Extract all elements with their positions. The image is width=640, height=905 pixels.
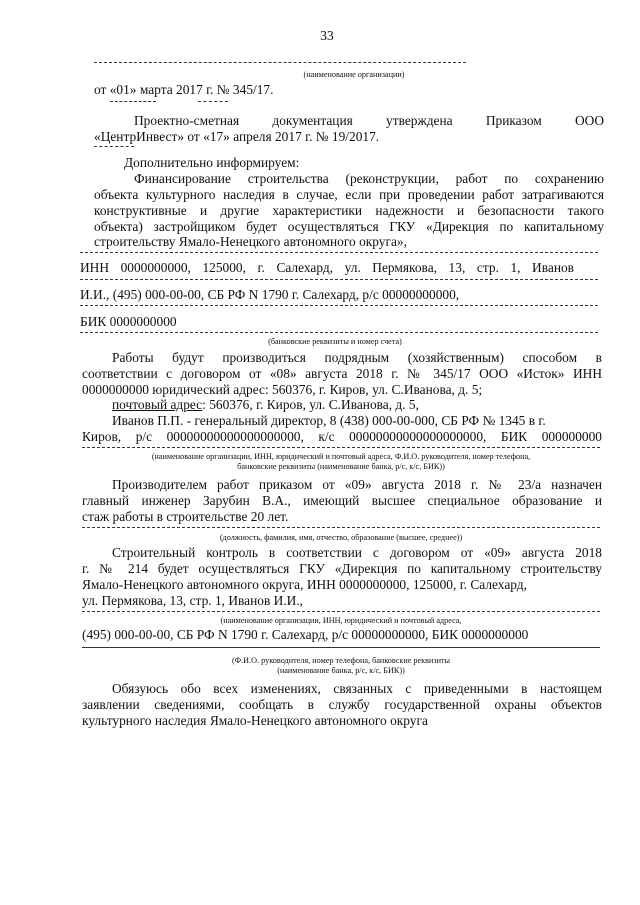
bank-line-3: БИК 0000000000: [80, 314, 177, 329]
bank-caption: (банковские реквизиты и номер счета): [268, 337, 402, 346]
bank-line-1: ИНН 0000000000, 125000, г. Салехард, ул. Пермякова, 13, стр. 1, Иванов: [80, 260, 574, 275]
contract-line-2: соответствии с договором от «08» августа 2018 г. № 345/17 ООО «Исток» ИНН: [82, 366, 602, 381]
director-line-1: Иванов П.П. - генеральный директор, 8 (438) 000-00-000, СБ РФ № 1345 в г.: [112, 413, 546, 428]
additional-info-heading: Дополнительно информируем:: [124, 155, 300, 170]
contract-line-3: 0000000000 юридический адрес: 560376, г. Киров, ул. С.Иванова, д. 5;: [82, 382, 483, 397]
page-number: 33: [320, 28, 334, 43]
contact-caption-2: (наименование банка, р/с, к/с, БИК)): [277, 666, 405, 675]
organization-rule: [94, 62, 466, 63]
bank-line-2: И.И., (495) 000-00-00, СБ РФ N 1790 г. Салехард, р/с 00000000000,: [80, 287, 460, 302]
foreman-line-3: стаж работы в строительстве 20 лет.: [82, 509, 289, 524]
postal-address-line: [112, 397, 419, 413]
financing-rule: [80, 252, 598, 253]
supervision-caption: (наименование организации, ИНН, юридический и почтовый адреса,: [220, 616, 462, 625]
contractor-caption-1: (наименование организации, ИНН, юридический и почтовый адреса, Ф.И.О. руководителя, номер телефона,: [151, 452, 531, 461]
foreman-caption: (должность, фамилия, имя, отчество, образование (высшее, среднее)): [219, 533, 463, 542]
obligation-line-2: заявлении сведениями, сообщать в службу государственной охраны объектов: [82, 697, 602, 712]
contract-line-1: Работы будут производиться подрядным (хозяйственным) способом в: [112, 350, 602, 365]
project-approval-line-1: Проектно-сметная документация утверждена Приказом ООО: [134, 113, 604, 128]
order-date-line: от «01» марта 2017 г. № 345/17.: [94, 82, 274, 97]
contact-rule: [82, 647, 600, 648]
postal-address-value: : 560376, г. Киров, ул. С.Иванова, д. 5,: [202, 397, 419, 412]
bank-rule-1: [80, 279, 598, 280]
financing-line-3: конструктивные и другие характеристики надежности и безопасности такого: [94, 203, 604, 218]
order-date-underline-2: [198, 101, 228, 102]
foreman-rule: [82, 527, 600, 528]
financing-line-4: объекта) застройщиком будет осуществляться ГКУ «Дирекция по капитальному: [94, 219, 604, 234]
obligation-line-3: культурного наследия Ямало-Ненецкого автономного округа: [82, 713, 428, 728]
financing-line-5: строительству Ямало-Ненецкого автономного округа»,: [94, 234, 407, 249]
foreman-line-2: главный инженер Зарубин В.А., имеющий высшее специальное образование и: [82, 493, 602, 508]
contractor-rule: [82, 447, 600, 448]
order-date-underline-1: [110, 101, 156, 102]
foreman-line-1: Производителем работ приказом от «09» августа 2018 г. № 23/а назначен: [112, 477, 602, 492]
financing-line-2: объекта культурного наследия в случае, если при проведении работ затрагиваются: [94, 187, 604, 202]
approval-underline: [94, 146, 134, 147]
supervision-line-3: Ямало-Ненецкого автономного округа, ИНН 0000000000, 125000, г. Салехард,: [82, 577, 527, 592]
obligation-line-1: Обязуюсь обо всех изменениях, связанных с приведенными в настоящем: [112, 681, 602, 696]
financing-line-1: Финансирование строительства (реконструкции, работ по сохранению: [134, 171, 604, 186]
project-approval-line-2: «ЦентрИнвест» от «17» апреля 2017 г. № 19/2017.: [94, 129, 380, 144]
contact-line: (495) 000-00-00, СБ РФ N 1790 г. Салехард, р/с 00000000000, БИК 0000000000: [82, 627, 529, 642]
contact-caption-1: (Ф.И.О. руководителя, номер телефона, банковские реквизиты: [231, 656, 451, 665]
supervision-line-4: ул. Пермякова, 13, стр. 1, Иванов И.И.,: [82, 593, 304, 608]
organization-caption: (наименование организации): [303, 70, 405, 79]
supervision-rule: [82, 611, 600, 612]
bank-rule-3: [80, 332, 598, 333]
supervision-line-2: г. № 214 будет осуществляться ГКУ «Дирекция по капитальному строительству: [82, 561, 602, 576]
bank-rule-2: [80, 305, 598, 306]
director-line-2: Киров, р/с 00000000000000000000, к/с 00000000000000000000, БИК 000000000: [82, 429, 602, 444]
supervision-line-1: Строительный контроль в соответствии с договором от «09» августа 2018: [112, 545, 602, 560]
postal-address-label: почтовый адрес: [112, 397, 203, 412]
contractor-caption-2: банковские реквизиты (наименование банка, р/с, к/с, БИК)): [237, 462, 445, 471]
